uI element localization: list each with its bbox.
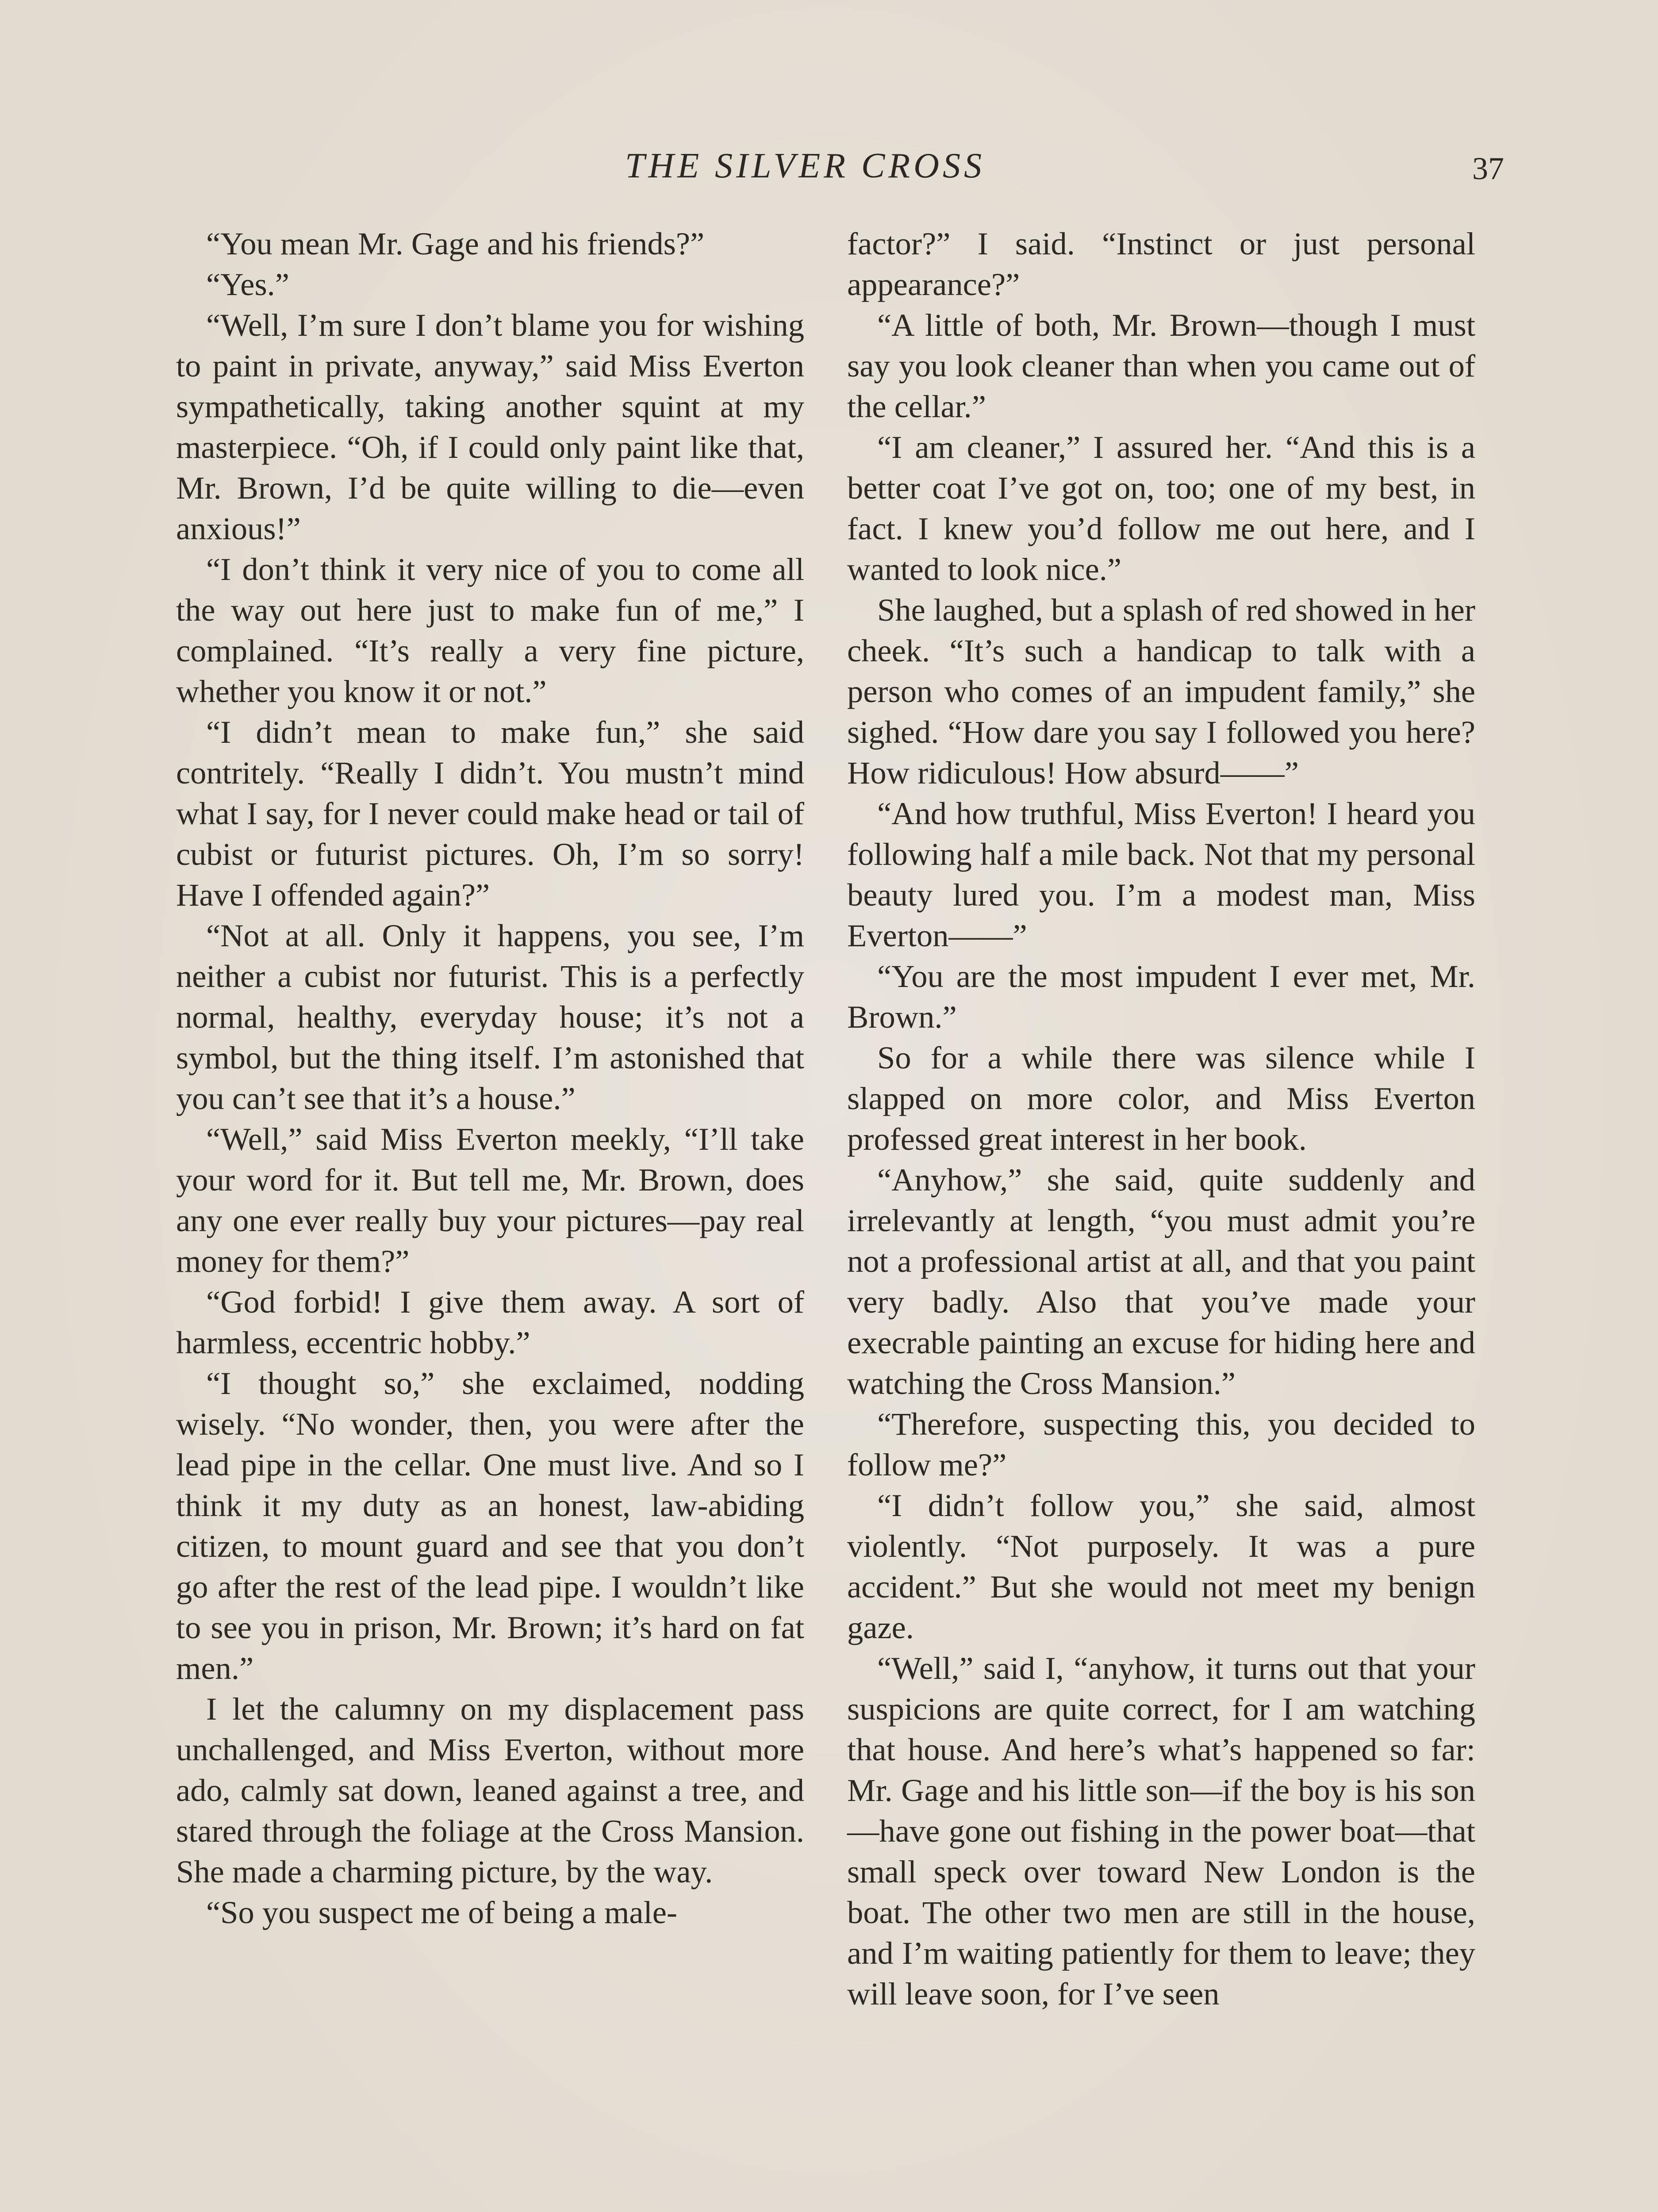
paragraph-continued: factor?” I said. “Instinct or just personal appearance?” [847,226,1475,302]
left-column [176,223,804,1933]
paragraph: I let the calumny on my displacement pass unchallenged, and Miss Everton, without more ado, calmly sat down, leaned against a tree, and stared through the foliage at the Cross Mansion. She made a charming picture, by the way. [176,1691,804,1889]
paragraph: “You mean Mr. Gage and his friends?” [206,226,705,261]
paragraph: “Yes.” [206,266,289,302]
paragraph: “Anyhow,” she said, quite suddenly and irrelevantly at length, “you must admit you’re not a professional artist at all, and that you paint very badly. Also that you’ve made your execrable painting an excuse for hiding here and watching the Cross Mansion.” [847,1162,1475,1401]
paragraph: “I am cleaner,” I assured her. “And this is a better coat I’ve got on, too; one of my best, in fact. I knew you’d follow me out here, and I wanted to look nice.” [847,429,1475,587]
paragraph: “So you suspect me of being a male- [206,1894,678,1930]
paragraph: “I didn’t mean to make fun,” she said contritely. “Really I didn’t. You mustn’t mind what I say, for I never could make head or tail of cubist or futurist pictures. Oh, I’m so sorry! Have I offended again?” [176,714,804,913]
right-column [847,223,1475,2014]
page-number: 37 [1472,151,1504,186]
paragraph: “And how truthful, Miss Everton! I heard you following half a mile back. Not that my personal beauty lured you. I’m a modest man, Miss Everton——” [847,795,1475,953]
paragraph: “A little of both, Mr. Brown—though I must say you look cleaner than when you came out of the cellar.” [847,307,1475,424]
paragraph: “Therefore, suspecting this, you decided to follow me?” [847,1406,1475,1482]
paragraph: “I thought so,” she exclaimed, nodding wisely. “No wonder, then, you were after the lead pipe in the cellar. One must live. And so I think it my duty as an honest, law-abiding citizen, to mount guard and see that you don’t go after the rest of the lead pipe. I wouldn’t like to see you in prison, Mr. Brown; it’s hard on fat men.” [176,1365,804,1686]
paragraph: So for a while there was silence while I slapped on more color, and Miss Everton professed great interest in her book. [847,1040,1475,1157]
paragraph: “Well,” said I, “anyhow, it turns out that your suspicions are quite correct, for I am watching that house. And here’s what’s happened so far: Mr. Gage and his little son—if the boy is his son—have gone out fishing in the power boat—that small speck over toward New London is the boat. The other two men are still in the house, and I’m waiting patiently for them to leave; they will leave soon, for I’ve seen [847,1650,1475,2012]
running-head: THE SILVER CROSS [625,146,985,185]
paragraph: “Not at all. Only it happens, you see, I’m neither a cubist nor futurist. This is a perfectly normal, healthy, everyday house; it’s not a symbol, but the thing itself. I’m astonished that you can’t see that it’s a house.” [176,918,804,1116]
paragraph: “God forbid! I give them away. A sort of harmless, eccentric hobby.” [176,1284,804,1360]
paragraph: “Well,” said Miss Everton meekly, “I’ll take your word for it. But tell me, Mr. Brown, does any one ever really buy your pictures—pay real money for them?” [176,1121,804,1279]
paragraph: “Well, I’m sure I don’t blame you for wishing to paint in private, anyway,” said Miss Everton sympathetically, taking another squint at my masterpiece. “Oh, if I could only paint like that, Mr. Brown, I’d be quite willing to die—even anxious!” [176,307,804,546]
paragraph: “You are the most impudent I ever met, Mr. Brown.” [847,958,1475,1035]
paragraph: “I didn’t follow you,” she said, almost violently. “Not purposely. It was a pure accident.” But she would not meet my benign gaze. [847,1487,1475,1645]
paragraph: She laughed, but a splash of red showed in her cheek. “It’s such a handicap to talk with a person who comes of an impudent family,” she sighed. “How dare you say I followed you here? How ridiculous! How absurd——” [847,592,1475,791]
paragraph: “I don’t think it very nice of you to come all the way out here just to make fun of me,” I complained. “It’s really a very fine picture, whether you know it or not.” [176,551,804,709]
